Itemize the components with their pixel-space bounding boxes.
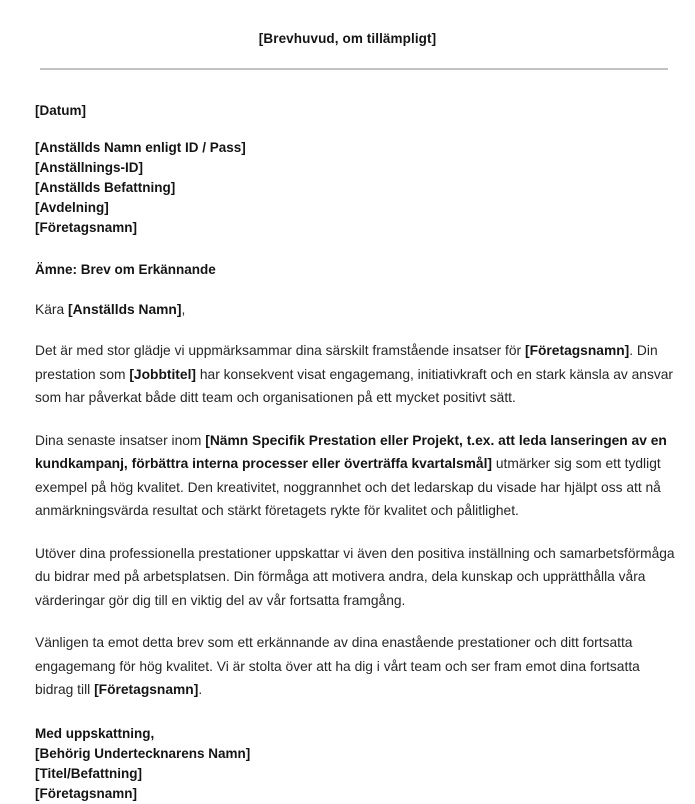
paragraph-2: [35, 429, 680, 523]
recipient-company: [Företagsnamn]: [35, 220, 138, 235]
signer-title: [Titel/Befattning]: [35, 765, 142, 781]
body-text: .: [198, 682, 203, 697]
body-text: Dina senaste insatser inom: [35, 432, 206, 448]
salutation-name: [Anställds Namn]: [67, 302, 182, 317]
body-text: Utöver dina professionella prestationer uppskattar vi även den positiva inställning och samarbetsförmåga du bidrar med på arbetsplatsen. Din förmåga att motivera andra, dela kunskap och upprätthålla våra värderingar gör dig till en viktig del av vår fortsatta framgång.: [35, 545, 675, 608]
paragraph-1: [35, 339, 680, 410]
date-field: [Datum]: [35, 103, 86, 118]
closing-salutation: Med uppskattning,: [35, 725, 155, 741]
paragraph-4: [35, 631, 680, 702]
recipient-name: [Anställds Namn enligt ID / Pass]: [35, 140, 246, 155]
recipient-employee-id: [Anställnings-ID]: [35, 160, 143, 175]
body-text: utmärker sig som ett tydligt exempel på hög kvalitet. Den kreativitet, noggrannhet och det ledarskap du visade har hjälpt oss att nå anmärkningsvärda resultat och stärkt företagets rykte för kvalitet och pålitlighet.: [35, 456, 661, 518]
salutation-greeting: Kära: [35, 302, 68, 317]
body-text: Vänligen ta emot detta brev som ett erkännande av dina enastående prestationer och ditt fortsatta engagemang för hög kvalitet. Vi är stolta över att ha dig i vårt team och ser fram emot dina fortsatta bidrag till: [35, 635, 640, 697]
signer-company: [Företagsnamn]: [35, 785, 138, 801]
placeholder-token: [Företagsnamn]: [524, 343, 630, 358]
letterhead-title: [Brevhuvud, om tillämpligt]: [258, 31, 437, 46]
recipient-position: [Anställds Befattning]: [35, 180, 176, 195]
letterhead: [0, 0, 695, 48]
body-text: . Din prestation som: [35, 343, 658, 382]
paragraph-3: [35, 542, 680, 613]
paragraph-list: [35, 339, 680, 702]
header-divider: [40, 68, 668, 70]
letter-body: [0, 99, 695, 804]
recipient-address-block: [35, 138, 680, 238]
body-text: Det är med stor glädje vi uppmärksammar dina särskilt framstående insatser för: [35, 343, 525, 358]
body-text: har konsekvent visat engagemang, initiativkraft och en stark känsla av ansvar som har påverkat både ditt team och organisationen på ett mycket positivt sätt.: [35, 366, 674, 405]
subject-line: Ämne: Brev om Erkännande: [35, 262, 216, 277]
signer-name: [Behörig Undertecknarens Namn]: [35, 745, 251, 761]
placeholder-token: [Nämn Specifik Prestation eller Projekt, t.ex. att leda lanseringen av en kundkampanj, förbättra interna processer eller överträffa kvartalsmål]: [35, 432, 667, 471]
placeholder-token: [Jobbtitel]: [129, 366, 197, 382]
salutation-punctuation: ,: [181, 302, 186, 317]
salutation: [35, 300, 680, 320]
closing-block: [35, 724, 680, 804]
placeholder-token: [Företagsnamn]: [94, 682, 199, 697]
recipient-department: [Avdelning]: [35, 200, 109, 215]
